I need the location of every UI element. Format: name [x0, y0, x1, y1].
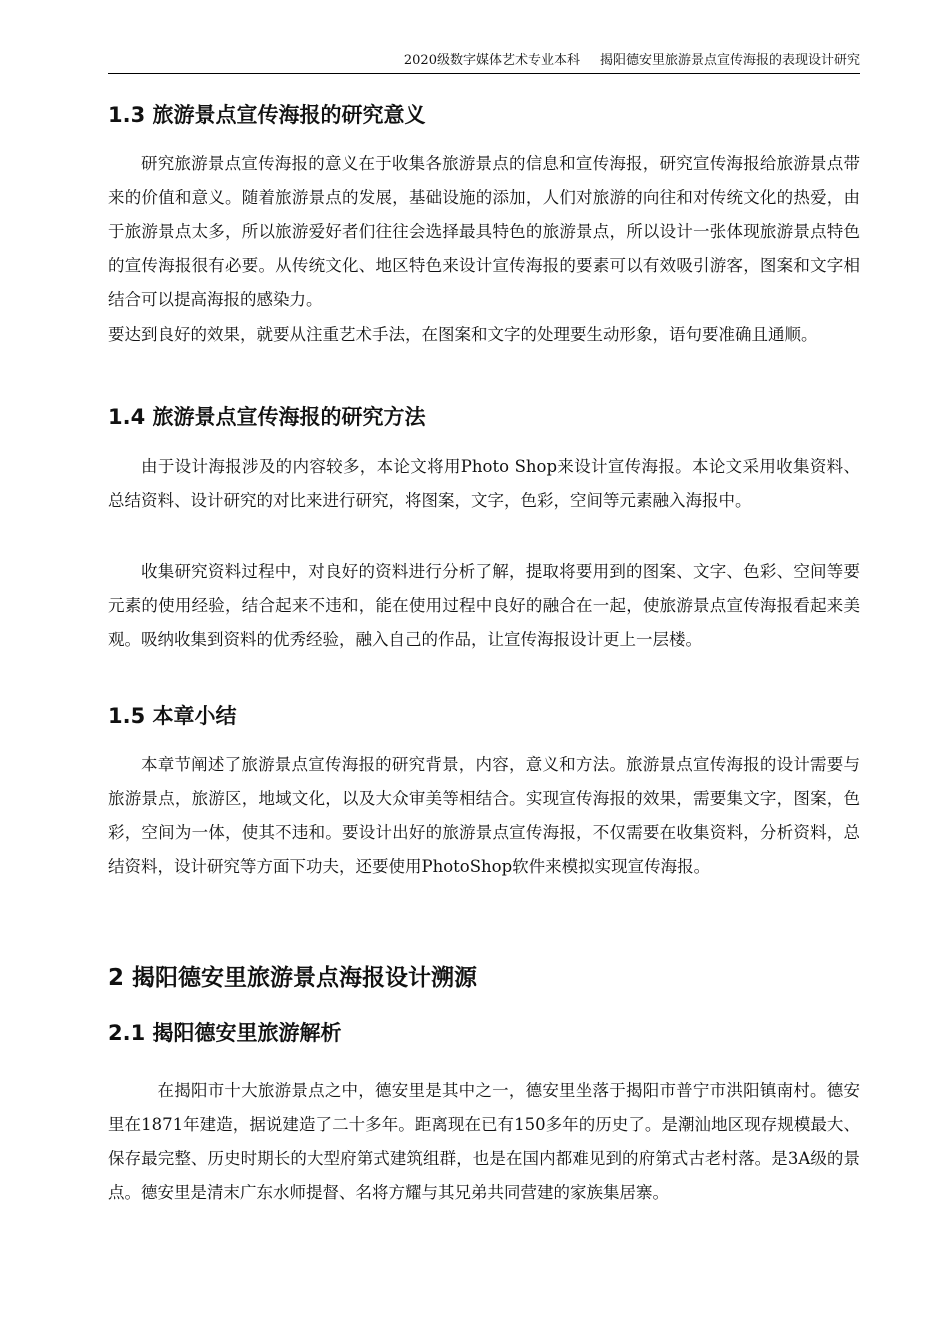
header-divider [108, 73, 860, 74]
paragraph-1-4-b: 收集研究资料过程中，对良好的资料进行分析了解，提取将要用到的图案、文字、色彩、空间等要元素的使用经验，结合起来不违和，能在使用过程中良好的融合在一起，使旅游景点宣传海报看起来美观。吸纳收集到资料的优秀经验，融入自己的作品，让宣传海报设计更上一层楼。 [108, 562, 860, 649]
section-heading-1-4: 1.4 旅游景点宣传海报的研究方法 [108, 405, 426, 429]
chapter-heading-2: 2 揭阳德安里旅游景点海报设计溯源 [108, 965, 478, 991]
paragraph-1-5: 本章节阐述了旅游景点宣传海报的研究背景，内容，意义和方法。旅游景点宣传海报的设计需要与旅游景点，旅游区，地域文化，以及大众审美等相结合。实现宣传海报的效果，需要集文字，图案，色彩，空间为一体，使其不违和。要设计出好的旅游景点宣传海报，不仅需要在收集资料，分析资料，总结资料，设计研究等方面下功夫，还要使用PhotoShop软件来模拟实现宣传海报。 [108, 755, 860, 876]
paragraph-1-3-a: 研究旅游景点宣传海报的意义在于收集各旅游景点的信息和宣传海报，研究宣传海报给旅游景点带来的价值和意义。随着旅游景点的发展，基础设施的添加，人们对旅游的向往和对传统文化的热爱，由于旅游景点太多，所以旅游爱好者们往往会选择最具特色的旅游景点，所以设计一张体现旅游景点特色的宣传海报很有必要。从传统文化、地区特色来设计宣传海报的要素可以有效吸引游客，图案和文字相结合可以提高海报的感染力。 [108, 154, 860, 309]
paragraph-2-1: 在揭阳市十大旅游景点之中，德安里是其中之一，德安里坐落于揭阳市普宁市洪阳镇南村。德安里在1871年建造，据说建造了二十多年。距离现在已有150多年的历史了。是潮汕地区现存规模最大、保存最完整、历史时期长的大型府第式建筑组群，也是在国内都难见到的府第式古老村落。是3A级的景点。德安里是清末广东水师提督、名将方耀与其兄弟共同营建的家族集居寨。 [108, 1081, 860, 1202]
header-thesis-title: 揭阳德安里旅游景点宣传海报的表现设计研究 [599, 53, 860, 68]
header-program: 2020级数字媒体艺术专业本科 [403, 53, 580, 68]
section-heading-1-3: 1.3 旅游景点宣传海报的研究意义 [108, 103, 426, 127]
section-heading-1-5: 1.5 本章小结 [108, 704, 237, 728]
section-heading-2-1: 2.1 揭阳德安里旅游解析 [108, 1021, 342, 1045]
running-header [108, 52, 860, 70]
paragraph-1-4-a: 由于设计海报涉及的内容较多，本论文将用Photo Shop来设计宣传海报。本论文采用收集资料、总结资料、设计研究的对比来进行研究，将图案，文字，色彩，空间等元素融入海报中。 [108, 457, 860, 510]
paragraph-1-3-b: 要达到良好的效果，就要从注重艺术手法，在图案和文字的处理要生动形象，语句要准确且通顺。 [108, 325, 818, 344]
